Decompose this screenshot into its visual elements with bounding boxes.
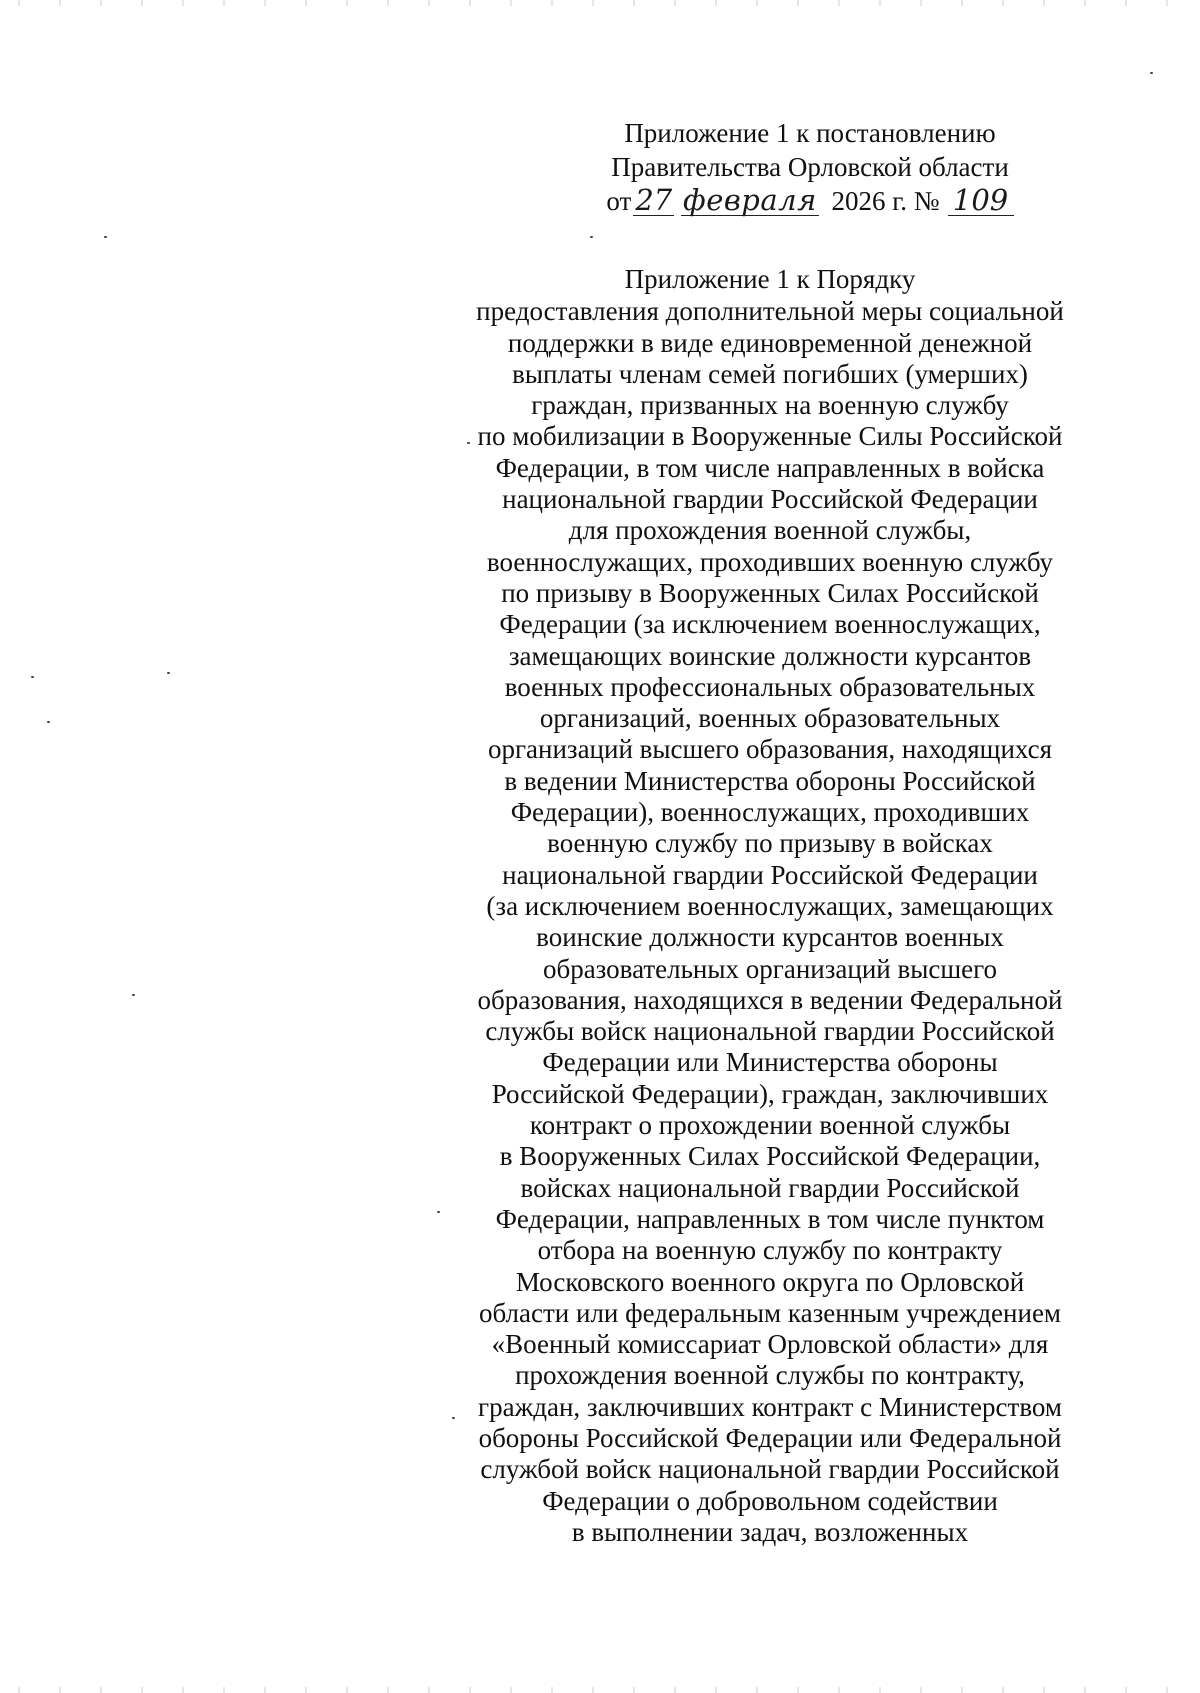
scan-speck <box>167 672 170 674</box>
annex-text-line: выплаты членам семей погибших (умерших) <box>512 358 1028 389</box>
handwritten-month: февраля <box>683 183 817 217</box>
annex-text-line: замещающих воинские должности курсантов <box>508 640 1032 671</box>
resolution-header <box>560 116 1060 218</box>
annex-text-line: (за исключением военнослужащих, замещающих <box>486 890 1054 921</box>
scan-speck <box>1150 72 1153 74</box>
annex-text-line: предоставления дополнительной меры социальной <box>476 296 1064 327</box>
annex-text-line: воинские должности курсантов военных <box>536 922 1004 953</box>
annex-text-line: граждан, призванных на военную службу <box>531 390 1009 421</box>
annex-text <box>440 296 1100 1548</box>
annex-text-line: Федерации (за исключением военнослужащих, <box>499 609 1041 640</box>
annex-text-line: Федерации, направленных в том числе пунктом <box>495 1203 1045 1234</box>
header-line-1: Приложение 1 к постановлению <box>624 118 996 148</box>
scan-edge-top <box>0 0 1200 6</box>
annex-text-line: войсках национальной гвардии Российской <box>520 1172 1020 1203</box>
annex-text-line: прохождения военной службы по контракту, <box>515 1360 1025 1391</box>
annex-text-line: национальной гвардии Российской Федерации <box>502 484 1038 515</box>
annex-text-line: Федерации), военнослужащих, проходивших <box>510 797 1030 828</box>
annex-title: Приложение 1 к Порядку <box>624 264 916 294</box>
date-year: 2026 г. № <box>831 186 940 216</box>
annex-text-line: Федерации о добровольном содействии <box>542 1485 998 1516</box>
annex-text-line: контракт о прохождении военной службы <box>529 1110 1011 1141</box>
annex-text-line: национальной гвардии Российской Федерации <box>502 859 1038 890</box>
annex-text-line: по мобилизации в Вооруженные Силы Российской <box>477 421 1063 452</box>
annex-text-line: области или федеральным казенным учреждением <box>478 1297 1062 1328</box>
date-prefix: от <box>606 186 632 216</box>
annex-text-line: Федерации, в том числе направленных в войска <box>495 452 1045 483</box>
annex-text-line: военнослужащих, проходивших военную службу <box>486 546 1054 577</box>
header-line-2: Правительства Орловской области <box>611 152 1009 182</box>
annex-text-line: военную службу по призыву в войсках <box>547 828 993 859</box>
scan-edge-bottom <box>0 1687 1200 1693</box>
annex-text-line: в Вооруженных Силах Российской Федерации, <box>499 1141 1041 1172</box>
annex-text-line: службой войск национальной гвардии Российской <box>480 1454 1060 1485</box>
scan-speck <box>452 1417 455 1419</box>
annex-text-line: организаций, военных образовательных <box>539 703 1001 734</box>
annex-block <box>440 264 1100 1548</box>
scan-speck <box>467 442 470 444</box>
annex-text-line: Федерации или Министерства обороны <box>542 1047 998 1078</box>
annex-text-line: граждан, заключивших контракт с Министерством <box>478 1391 1062 1422</box>
scan-speck <box>31 676 34 678</box>
scan-speck <box>437 1211 440 1213</box>
annex-text-line: отбора на военную службу по контракту <box>537 1235 1003 1266</box>
scan-speck <box>47 721 50 723</box>
handwritten-day: 27 <box>635 183 673 217</box>
annex-text-line: образовательных организаций высшего <box>542 953 998 984</box>
header-date-line <box>560 184 1060 218</box>
annex-text-line: для прохождения военной службы, <box>568 515 972 546</box>
annex-text-line: Российской Федерации), граждан, заключивших <box>491 1078 1049 1109</box>
annex-text-line: поддержки в виде единовременной денежной <box>507 327 1033 358</box>
annex-text-line: организаций высшего образования, находящихся <box>487 734 1053 765</box>
annex-text-line: в ведении Министерства обороны Российской <box>504 765 1036 796</box>
scan-speck <box>590 236 593 238</box>
annex-text-line: «Военный комиссариат Орловской области» для <box>491 1329 1049 1360</box>
annex-text-line: Московского военного округа по Орловской <box>515 1266 1025 1297</box>
annex-text-line: по призыву в Вооруженных Силах Российской <box>501 577 1039 608</box>
annex-text-line: образования, находящихся в ведении Федеральной <box>477 984 1063 1015</box>
handwritten-doc-number: 109 <box>948 185 1014 216</box>
annex-text-line: обороны Российской Федерации или Федеральной <box>478 1422 1062 1453</box>
scan-speck <box>104 236 107 238</box>
annex-text-line: службы войск национальной гвардии Российской <box>485 1016 1055 1047</box>
annex-text-line: в выполнении задач, возложенных <box>571 1516 969 1547</box>
scan-speck <box>132 994 135 996</box>
annex-text-line: военных профессиональных образовательных <box>504 671 1036 702</box>
